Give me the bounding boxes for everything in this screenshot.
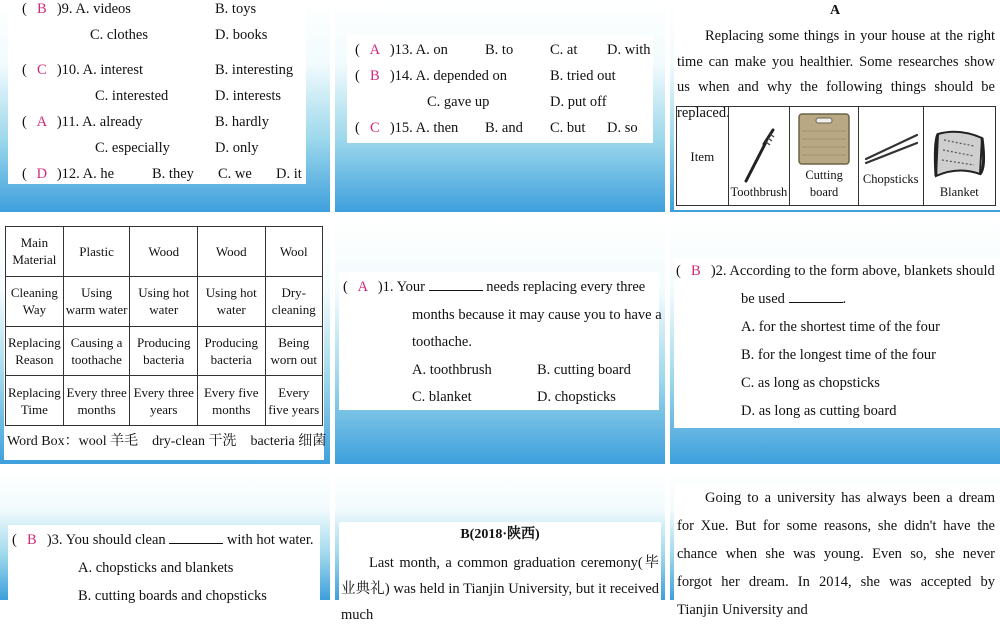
q11-option-a: )11. A. already — [56, 114, 143, 130]
slide-panel-5 — [335, 218, 665, 464]
q3-option-b: B. cutting boards and chopsticks — [78, 588, 267, 604]
passage-c-card — [674, 484, 1000, 618]
toothbrush-icon — [739, 128, 779, 184]
q1-stem-start: )1. Your — [377, 279, 425, 295]
properties-cell: Producing bacteria — [197, 326, 265, 376]
cutting-board-icon — [796, 111, 852, 167]
q13-option-d: D. with — [607, 42, 651, 58]
properties-cell: Using hot water — [197, 276, 265, 326]
q14-answer: B — [370, 68, 380, 84]
q3-stem-start: )3. You should clean — [46, 532, 166, 548]
properties-cell: Every five months — [197, 376, 265, 426]
slide-panel-6 — [670, 218, 1000, 464]
slide-panel-4 — [0, 218, 330, 464]
properties-row — [6, 276, 323, 326]
properties-cell: Wool — [265, 227, 323, 277]
q2-option-b: B. for the longest time of the four — [741, 347, 936, 363]
passage-a-intro: Replacing some things in your house at the right time can make you healthier. Some researches show us when and why the following things should be replaced. — [677, 28, 995, 121]
properties-cell: Plastic — [63, 227, 130, 277]
slide-panel-9 — [670, 470, 1000, 618]
question-card-13-15 — [347, 35, 653, 143]
chopsticks-icon — [863, 129, 919, 165]
properties-row-header: Replacing Reason — [6, 326, 64, 376]
slide-panel-7 — [0, 470, 330, 604]
properties-cell: Causing a toothache — [63, 326, 130, 376]
q12-option-b: B. they — [152, 166, 194, 182]
q2-line2-start: be used — [741, 291, 785, 307]
q1-option-b: B. cutting board — [537, 362, 631, 378]
q1-answer: A — [357, 279, 369, 295]
properties-cell: Every three months — [63, 376, 130, 426]
q1-blank — [429, 289, 483, 291]
q2-line1: ( B )2. According to the form above, blankets should — [676, 258, 995, 284]
slide-panel-3 — [670, 0, 1000, 212]
properties-cell: Using warm water — [63, 276, 130, 326]
q12-option-d: D. it — [276, 166, 302, 182]
q11-option-c: C. especially — [95, 140, 170, 156]
q1-option-a: A. toothbrush — [412, 362, 492, 378]
item-label: Item — [677, 107, 729, 206]
q11-option-d: D. only — [215, 140, 259, 156]
q3-answer: B — [27, 532, 37, 548]
q2-stem: )2. According to the form above, blankets should — [710, 263, 995, 279]
properties-cell: Dry-cleaning — [265, 276, 323, 326]
q13-option-a: )13. A. on — [389, 42, 448, 58]
q15-option-c: C. but — [550, 120, 586, 136]
question-1-card — [339, 272, 662, 410]
question-2-card — [674, 258, 1000, 428]
q14-option-c: C. gave up — [427, 94, 490, 110]
q14-option-a: )14. A. depended on — [389, 68, 508, 84]
properties-cell: Being worn out — [265, 326, 323, 376]
q2-option-a: A. for the shortest time of the four — [741, 319, 940, 335]
q14-option-b: B. tried out — [550, 68, 616, 84]
q11-line1: ( A )11. A. already — [22, 109, 142, 135]
q10-option-b: B. interesting — [215, 62, 294, 78]
properties-row — [6, 227, 323, 277]
blanket-icon — [930, 128, 988, 184]
properties-cell: Every five years — [265, 376, 323, 426]
slide-panel-1 — [0, 0, 330, 212]
properties-row-header: Main Material — [6, 227, 64, 277]
q9-option-d: D. books — [215, 27, 268, 43]
q10-option-c: C. interested — [95, 88, 169, 104]
q15-line1: ( C )15. A. then — [355, 115, 458, 141]
q1-stem-end: needs replacing every three — [486, 279, 646, 295]
item-cutting-board-label: Cutting board — [805, 168, 843, 199]
item-cutting-board — [790, 107, 859, 206]
q9-option-c: C. clothes — [90, 27, 148, 43]
q14-option-d: D. put off — [550, 94, 607, 110]
passage-b-text: Last month, a common graduation ceremony(毕业典礼) was held in Tianjin University, but it received much — [341, 555, 659, 623]
passage-a-card — [674, 0, 1000, 210]
q1-line2: months because it may cause you to have a — [412, 307, 662, 323]
properties-card — [4, 223, 327, 460]
q14-line1: ( B )14. A. depended on — [355, 63, 507, 89]
q1-line1: ( A )1. Your needs replacing every three — [343, 274, 645, 300]
question-card-9-12 — [8, 0, 306, 184]
item-table — [676, 106, 996, 206]
q13-option-b: B. to — [485, 42, 514, 58]
properties-table-body — [6, 227, 323, 426]
q1-option-c: C. blanket — [412, 389, 472, 405]
word-box: Word Box：wool 羊毛 dry-clean 干洗 bacteria 细菌 — [7, 434, 327, 449]
q2-answer: B — [691, 263, 701, 279]
passage-c-text: Going to a university has always been a dream for Xue. But for some reasons, she didn't have the chance when she was young. Even so, she never forgot her dream. In 2014, she was accepted by Tianjin University and — [677, 490, 995, 618]
q2-blank — [789, 301, 843, 303]
properties-row-header: Cleaning Way — [6, 276, 64, 326]
q9-option-b: B. toys — [215, 1, 257, 17]
q2-line2 — [741, 286, 846, 312]
q12-answer: D — [36, 166, 48, 182]
properties-table — [5, 226, 323, 426]
item-blanket — [923, 107, 995, 206]
q13-option-c: C. at — [550, 42, 578, 58]
q15-option-b: B. and — [485, 120, 523, 136]
q1-line3: toothache. — [412, 334, 472, 350]
q12-option-a: )12. A. he — [56, 166, 115, 182]
q9-answer: B — [37, 1, 47, 17]
properties-cell: Producing bacteria — [130, 326, 198, 376]
properties-cell: Using hot water — [130, 276, 198, 326]
passage-b-heading: B(2018·陕西) — [460, 527, 540, 542]
q10-option-d: D. interests — [215, 88, 282, 104]
properties-cell: Every three years — [130, 376, 198, 426]
q1-option-d: D. chopsticks — [537, 389, 616, 405]
slide-panel-2 — [335, 0, 665, 212]
q13-answer: A — [369, 42, 381, 58]
q11-answer: A — [36, 114, 48, 130]
q12-option-c: C. we — [218, 166, 252, 182]
item-toothbrush — [728, 107, 790, 206]
q15-option-a: )15. A. then — [389, 120, 459, 136]
q9-option-a: )9. A. videos — [56, 1, 131, 17]
passage-b-card — [339, 522, 661, 623]
q3-option-a: A. chopsticks and blankets — [78, 560, 234, 576]
item-chopsticks-label: Chopsticks — [862, 171, 919, 186]
q3-line1: ( B )3. You should clean with hot water. — [12, 527, 314, 553]
q10-answer: C — [37, 62, 47, 78]
q10-line1: ( C )10. A. interest — [22, 57, 143, 83]
q2-option-d: D. as long as cutting board — [741, 403, 897, 419]
question-3-card — [8, 525, 320, 605]
q15-option-d: D. so — [607, 120, 638, 136]
q11-option-b: B. hardly — [215, 114, 269, 130]
q2-option-c: C. as long as chopsticks — [741, 375, 880, 391]
q2-line2-end: . — [842, 291, 847, 307]
properties-cell: Wood — [130, 227, 198, 277]
properties-row — [6, 326, 323, 376]
properties-cell: Wood — [197, 227, 265, 277]
q15-answer: C — [370, 120, 380, 136]
properties-row — [6, 376, 323, 426]
q13-line1: ( A )13. A. on — [355, 37, 448, 63]
q3-stem-end: with hot water. — [226, 532, 314, 548]
q9-line1: ( B )9. A. videos — [22, 0, 131, 22]
item-chopsticks — [858, 107, 923, 206]
slide-panel-8 — [335, 470, 665, 623]
item-toothbrush-label: Toothbrush — [730, 185, 788, 199]
item-blanket-label: Blanket — [939, 185, 979, 199]
q12-line1: ( D )12. A. he — [22, 161, 114, 187]
q3-blank — [169, 542, 223, 544]
passage-a-heading: A — [829, 3, 841, 18]
q10-option-a: )10. A. interest — [56, 62, 144, 78]
properties-row-header: Replacing Time — [6, 376, 64, 426]
